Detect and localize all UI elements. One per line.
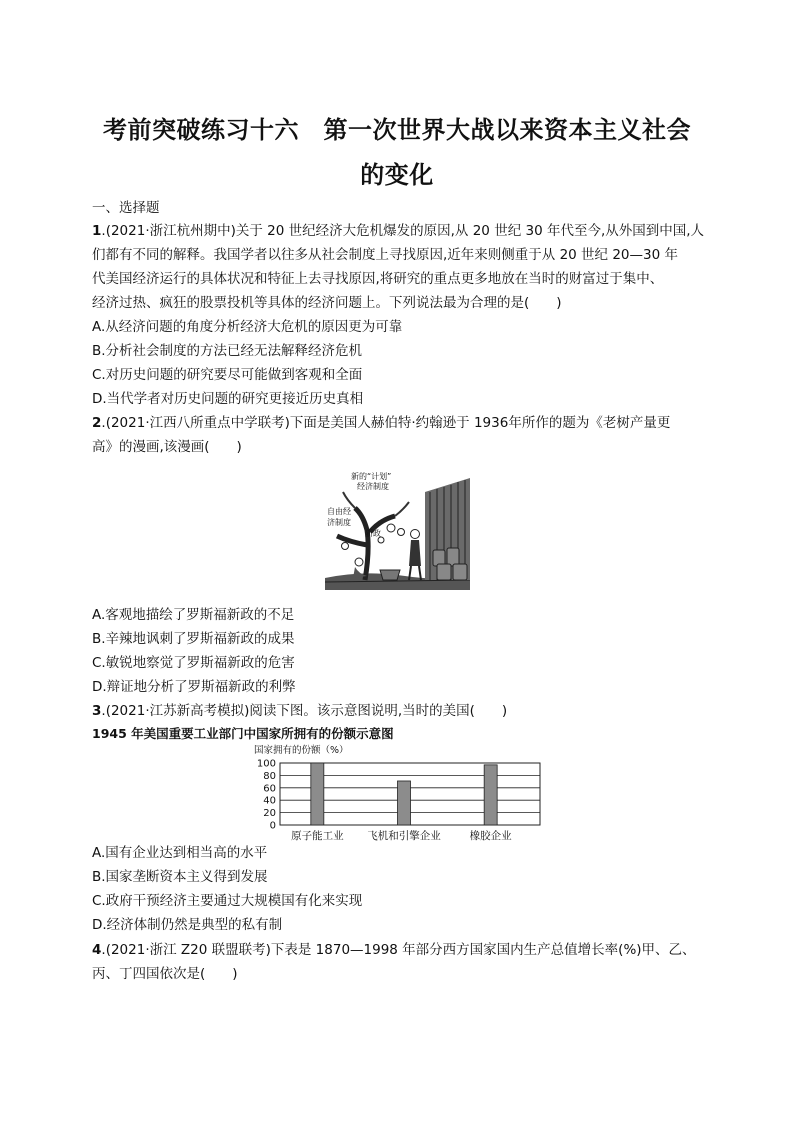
- q2-line-1: 2.(2021·江西八所重点中学联考)下面是美国人赫伯特·约翰逊于 1936年所作的题为《老树产量更: [92, 415, 671, 431]
- x-tick-label: 原子能工业: [291, 830, 344, 842]
- x-tick-label: 橡胶企业: [469, 830, 512, 842]
- q1-number: 1: [92, 223, 102, 239]
- q1-line-4: 经济过热、疯狂的股票投机等具体的经济问题上。下列说法最为合理的是( ): [92, 295, 562, 311]
- q1-option-b: B.分析社会制度的方法已经无法解释经济危机: [92, 343, 363, 359]
- q3-option-a: A.国有企业达到相当高的水平: [92, 845, 268, 861]
- y-tick-label: 80: [263, 770, 276, 782]
- q1-line-1: 1.(2021·浙江杭州期中)关于 20 世纪经济大危机爆发的原因,从 20 世纪 30 年代至今,从外国到中国,人: [92, 223, 705, 239]
- q1-line-2: 们都有不同的解释。我国学者以往多从社会制度上寻找原因,近年来则侧重于从 20 世纪 20—30 年: [92, 247, 678, 263]
- cartoon-old-tree: [325, 470, 470, 590]
- page-title-line1: 考前突破练习十六 第一次世界大战以来资本主义社会: [103, 116, 691, 144]
- q4-number: 4: [92, 942, 102, 958]
- y-tick-label: 60: [263, 783, 276, 795]
- q2-option-a: A.客观地描绘了罗斯福新政的不足: [92, 607, 295, 623]
- section-heading: 一、选择题: [92, 200, 160, 216]
- q3-number: 3: [92, 703, 102, 719]
- q3-option-c: C.政府干预经济主要通过大规模国有化来实现: [92, 893, 363, 909]
- q2-option-b: B.辛辣地讽刺了罗斯福新政的成果: [92, 631, 295, 647]
- y-tick-label: 40: [263, 795, 276, 807]
- state-share-bar-chart: [248, 743, 548, 845]
- q1-option-d: D.当代学者对历史问题的研究更接近历史真相: [92, 391, 364, 407]
- q3-line-1: 3.(2021·江苏新高考模拟)阅读下图。该示意图说明,当时的美国( ): [92, 703, 508, 719]
- bar: [398, 781, 411, 825]
- y-axis-label: 国家拥有的份额（%）: [254, 745, 349, 756]
- q1-option-c: C.对历史问题的研究要尽可能做到客观和全面: [92, 367, 363, 383]
- q3-option-d: D.经济体制仍然是典型的私有制: [92, 917, 283, 933]
- x-tick-label: 飞机和引擎企业: [367, 830, 441, 842]
- page-title-line2: 的变化: [360, 161, 434, 189]
- y-tick-label: 100: [256, 758, 276, 770]
- q2-line-2: 高》的漫画,该漫画( ): [92, 439, 242, 455]
- y-tick-label: 20: [263, 808, 276, 820]
- bar: [311, 763, 324, 825]
- q2-option-d: D.辩证地分析了罗斯福新政的利弊: [92, 679, 296, 695]
- cartoon-label-plan2: 经济制度: [357, 482, 389, 491]
- cartoon-label-plan: 新的“计划”: [351, 472, 392, 481]
- cartoon-label-free2: 济制度: [327, 518, 351, 527]
- y-tick-label: 0: [269, 820, 276, 832]
- q2-option-c: C.敏锐地察觉了罗斯福新政的危害: [92, 655, 295, 671]
- q3-option-b: B.国家垄断资本主义得到发展: [92, 869, 268, 885]
- q4-line-1: 4.(2021·浙江 Z20 联盟联考)下表是 1870—1998 年部分西方国家国内生产总值增长率(%)甲、乙、: [92, 942, 696, 958]
- cartoon-label-free: 自由经: [327, 507, 351, 516]
- q1-option-a: A.从经济问题的角度分析经济大危机的原因更为可靠: [92, 319, 403, 335]
- chart-caption: 1945 年美国重要工业部门中国家所拥有的份额示意图: [92, 726, 394, 741]
- cartoon-label-newdeal: 新政: [365, 529, 381, 538]
- bar: [484, 765, 497, 825]
- q1-line-3: 代美国经济运行的具体状况和特征上去寻找原因,将研究的重点更多地放在当时的财富过于集中、: [92, 271, 664, 287]
- q2-number: 2: [92, 415, 102, 431]
- q4-line-2: 丙、丁四国依次是( ): [92, 966, 238, 982]
